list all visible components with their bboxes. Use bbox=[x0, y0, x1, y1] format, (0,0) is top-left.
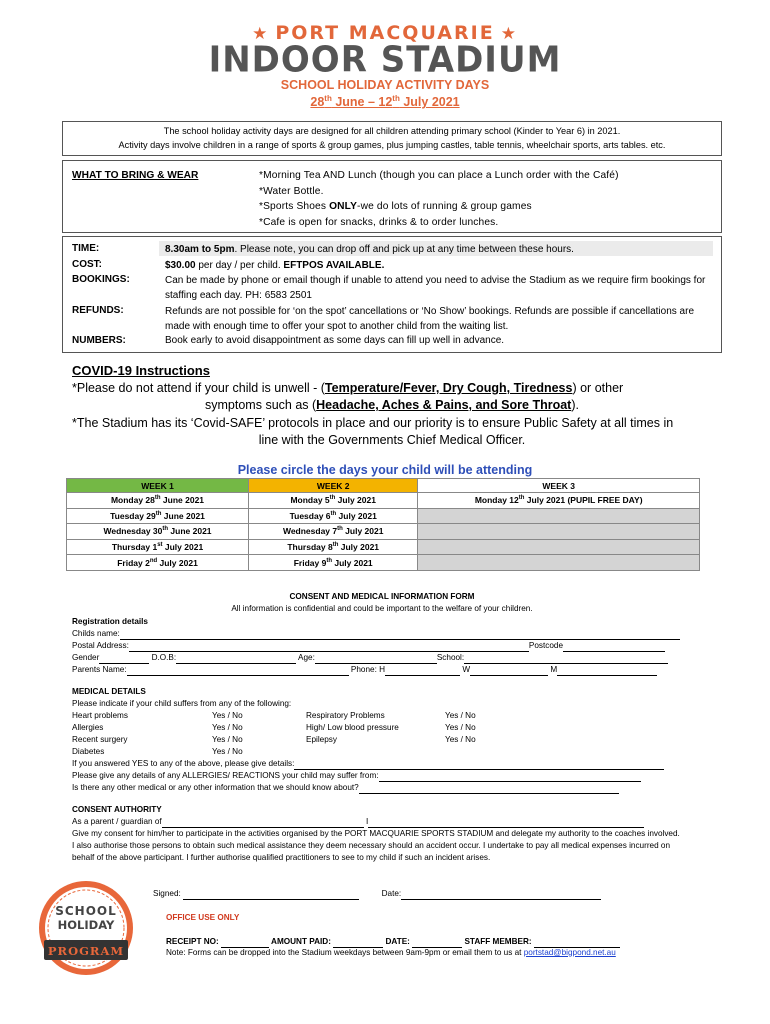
table-row bbox=[67, 539, 700, 555]
refunds-value: Refunds are not possible for ‘on the spot’ cancellations or ‘No Show’ bookings. Refunds are possible if cancellations are made with enough time to offer your spot to another child from the waiting list. bbox=[165, 306, 695, 332]
consent-section bbox=[72, 804, 692, 864]
covid-instruction: *Please do not attend if your child is unwell - (Temperature/Fever, Dry Cough, Tiredness) or other symptoms such as (Headache, Aches & Pains, and Sore Throat). bbox=[72, 381, 624, 412]
guardian-name-field[interactable] bbox=[368, 818, 644, 828]
info-box bbox=[62, 236, 722, 353]
allergies-field[interactable] bbox=[379, 772, 641, 782]
childs-name-row: Childs name: bbox=[72, 628, 692, 640]
yes-no-option[interactable]: Yes / No bbox=[445, 722, 476, 732]
time-label: TIME: bbox=[72, 243, 100, 254]
phone-mobile-field[interactable] bbox=[557, 666, 657, 676]
parents-field[interactable] bbox=[127, 666, 349, 676]
signature-row: Signed: Date: bbox=[153, 888, 633, 900]
email-link[interactable]: portstad@bigpond.net.au bbox=[523, 948, 616, 957]
bring-list bbox=[259, 168, 713, 230]
office-row: RECEIPT NO: AMOUNT PAID: DATE: STAFF MEMBER: bbox=[166, 936, 706, 948]
intro-box bbox=[62, 121, 722, 156]
condition-label: Epilepsy bbox=[306, 734, 337, 744]
consent-heading: CONSENT AUTHORITY bbox=[72, 805, 162, 814]
day-cell[interactable]: Tuesday 6th July 2021 bbox=[249, 508, 418, 524]
registration-heading: Registration details bbox=[72, 617, 148, 626]
day-cell[interactable]: Tuesday 29th June 2021 bbox=[67, 508, 249, 524]
registration-section bbox=[72, 616, 692, 676]
age-field[interactable] bbox=[315, 654, 437, 664]
condition-label: High/ Low blood pressure bbox=[306, 722, 399, 732]
condition-label: Recent surgery bbox=[72, 734, 128, 744]
time-value: 8.30am to 5pm. Please note, you can drop off and pick up at any time between these hours. bbox=[165, 244, 574, 255]
signature-field[interactable] bbox=[183, 890, 359, 900]
brand-top: ★ PORT MACQUARIE ★ bbox=[252, 22, 518, 44]
intro-line: Activity days involve children in a range of sports & group games, plus jumping castles, table tennis, wheelchair sports, arts tables. etc. bbox=[118, 139, 666, 150]
week-1-header: WEEK 1 bbox=[67, 479, 249, 493]
note-row: Note: Forms can be dropped into the Stadium weekdays between 9am-9pm or email them to us at portstad@bigpond.net.au bbox=[166, 948, 616, 957]
medical-intro: Please indicate if your child suffers from any of the following: bbox=[72, 698, 292, 708]
medical-details-field[interactable] bbox=[294, 760, 664, 770]
closed-cell bbox=[418, 524, 700, 540]
bring-item: *Water Bottle. bbox=[259, 185, 324, 197]
intro-line: The school holiday activity days are designed for all children attending primary school (Kinder to Year 6) in 2021. bbox=[163, 126, 621, 136]
bring-item: *Morning Tea AND Lunch (though you can place a Lunch order with the Café) bbox=[259, 170, 619, 181]
postal-field[interactable] bbox=[129, 642, 529, 652]
postal-row: Postal Address: Postcode bbox=[72, 640, 692, 652]
covid-title: COVID-19 Instructions bbox=[72, 363, 210, 378]
day-cell[interactable]: Wednesday 30th June 2021 bbox=[67, 524, 249, 540]
day-cell[interactable]: Thursday 1st July 2021 bbox=[67, 539, 249, 555]
day-cell[interactable]: Monday 5th July 2021 bbox=[249, 493, 418, 509]
consent-paragraph: Give my consent for him/her to participate in the activities organised by the PORT MACQUARIE SPORTS STADIUM and delegate my authority to the coaches involved. bbox=[72, 828, 680, 838]
condition-label: Diabetes bbox=[72, 746, 105, 756]
medical-q3: Is there any other medical or any other information that we should know about? bbox=[72, 782, 692, 794]
yes-no-option[interactable]: Yes / No bbox=[445, 710, 476, 720]
numbers-label: NUMBERS: bbox=[72, 335, 126, 346]
postcode-field[interactable] bbox=[563, 642, 665, 652]
brand-subtitle: SCHOOL HOLIDAY ACTIVITY DAYS bbox=[280, 78, 490, 92]
medical-q2: Please give any details of any ALLERGIES/ REACTIONS your child may suffer from: bbox=[72, 770, 692, 782]
yes-no-option[interactable]: Yes / No bbox=[212, 722, 243, 732]
star-icon: ★ bbox=[500, 24, 518, 44]
brand-dates: 28th June – 12th July 2021 bbox=[310, 94, 460, 110]
closed-cell bbox=[418, 555, 700, 571]
cost-label: COST: bbox=[72, 259, 102, 270]
table-row bbox=[67, 493, 700, 509]
cost-value: $30.00 per day / per child. EFTPOS AVAILABLE. bbox=[165, 260, 385, 271]
covid-instruction: *The Stadium has its ‘Covid-SAFE’ protocols in place and our priority is to ensure Public Safety at all times in line with the Governments Chief Medical Officer. bbox=[72, 416, 674, 447]
bring-item: *Sports Shoes ONLY-we do lots of running & group games bbox=[259, 201, 532, 212]
table-row bbox=[67, 524, 700, 540]
week-3-header: WEEK 3 bbox=[418, 479, 700, 493]
day-cell[interactable]: Monday 12th July 2021 (PUPIL FREE DAY) bbox=[418, 493, 700, 509]
week-2-header: WEEK 2 bbox=[249, 479, 418, 493]
other-info-field[interactable] bbox=[359, 784, 619, 794]
closed-cell bbox=[418, 508, 700, 524]
day-cell[interactable]: Thursday 8th July 2021 bbox=[249, 539, 418, 555]
brand-title: INDOOR STADIUM bbox=[208, 39, 562, 81]
medical-section bbox=[72, 686, 692, 794]
condition-label: Respiratory Problems bbox=[306, 710, 385, 720]
schedule-title: Please circle the days your child will be attending bbox=[237, 463, 533, 477]
medical-q1: If you answered YES to any of the above, please give details: bbox=[72, 758, 692, 770]
condition-label: Allergies bbox=[72, 722, 104, 732]
condition-label: Heart problems bbox=[72, 710, 128, 720]
table-row bbox=[67, 508, 700, 524]
day-cell[interactable]: Wednesday 7th July 2021 bbox=[249, 524, 418, 540]
consent-guardian-row: As a parent / guardian of I bbox=[72, 816, 692, 828]
yes-no-option[interactable]: Yes / No bbox=[212, 746, 243, 756]
form-title: CONSENT AND MEDICAL INFORMATION FORM bbox=[289, 592, 475, 601]
office-use-label: OFFICE USE ONLY bbox=[166, 913, 240, 922]
schedule-table bbox=[66, 478, 700, 571]
medical-heading: MEDICAL DETAILS bbox=[72, 687, 146, 696]
yes-no-option[interactable]: Yes / No bbox=[212, 734, 243, 744]
yes-no-option[interactable]: Yes / No bbox=[445, 734, 476, 744]
school-field[interactable] bbox=[464, 654, 668, 664]
gender-row: Gender D.O.B: Age: School: bbox=[72, 652, 692, 664]
phone-home-field[interactable] bbox=[385, 666, 460, 676]
conditions-list bbox=[72, 710, 692, 758]
bring-box bbox=[62, 160, 722, 233]
gender-field[interactable] bbox=[99, 654, 149, 664]
bookings-value: Can be made by phone or email though if unable to attend you need to advise the Stadium as we require firm bookings for staffing each day. PH: 6583 2501 bbox=[165, 275, 706, 301]
consent-paragraph: I also authorise those persons to obtain such medical assistance they deem necessary should an accident occur. I undertake to pay all medical expenses incurred on behalf of the above participant. I further authorise qualified practitioners to see to my child if such an incident arises. bbox=[72, 840, 671, 862]
day-cell[interactable]: Friday 2nd July 2021 bbox=[67, 555, 249, 571]
form-subtitle: All information is confidential and could be important to the welfare of your children. bbox=[231, 604, 533, 613]
table-row bbox=[67, 555, 700, 571]
star-icon: ★ bbox=[252, 24, 270, 44]
day-cell[interactable]: Monday 28th June 2021 bbox=[67, 493, 249, 509]
numbers-value: Book early to avoid disappointment as some days can fill up well in advance. bbox=[165, 335, 505, 346]
phone-work-field[interactable] bbox=[470, 666, 548, 676]
bring-label: WHAT TO BRING & WEAR bbox=[72, 170, 199, 181]
child-name-field[interactable] bbox=[162, 818, 364, 828]
school-holiday-program-logo: SCHOOL HOLIDAY PROGRAM bbox=[36, 878, 136, 978]
parents-row: Parents Name: Phone: H W M bbox=[72, 664, 692, 676]
yes-no-option[interactable]: Yes / No bbox=[212, 710, 243, 720]
day-cell[interactable]: Friday 9th July 2021 bbox=[249, 555, 418, 571]
signature-date-field[interactable] bbox=[401, 890, 601, 900]
bookings-label: BOOKINGS: bbox=[72, 274, 130, 285]
bring-item: *Cafe is open for snacks, drinks & to order lunches. bbox=[259, 216, 499, 228]
dob-field[interactable] bbox=[176, 654, 296, 664]
closed-cell bbox=[418, 539, 700, 555]
refunds-label: REFUNDS: bbox=[72, 305, 124, 316]
childs-name-field[interactable] bbox=[120, 630, 680, 640]
